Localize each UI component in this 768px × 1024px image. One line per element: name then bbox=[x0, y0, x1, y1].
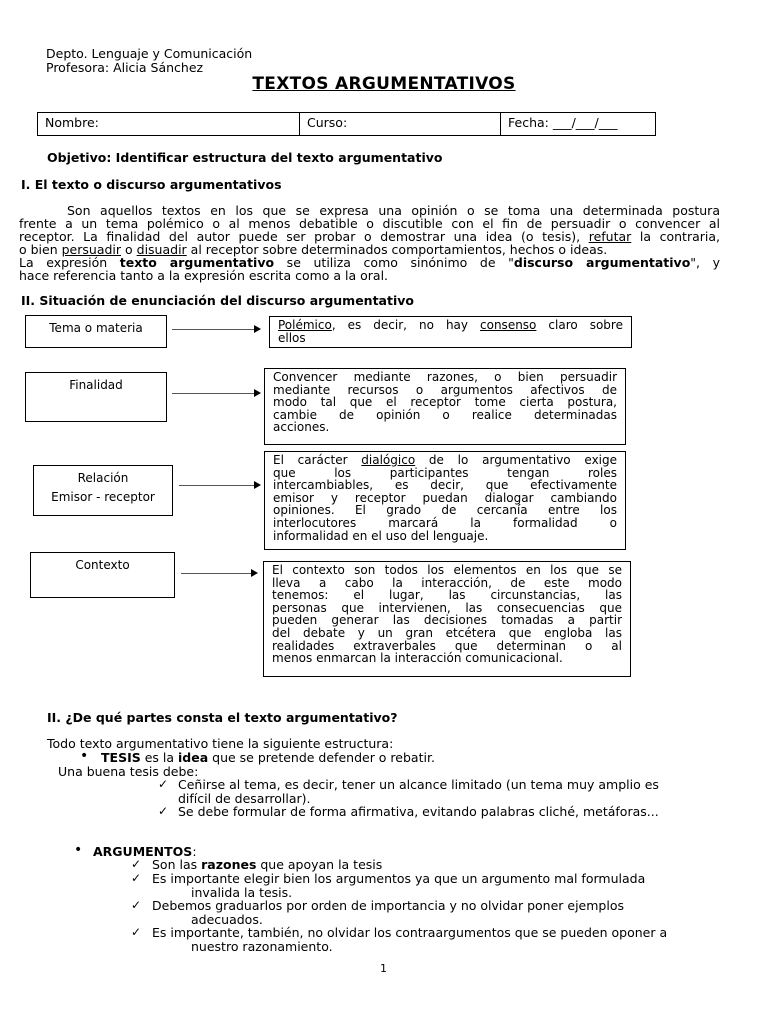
disuadir-term: disuadir bbox=[136, 242, 187, 257]
relacion-line-1 bbox=[273, 454, 617, 467]
arg-check-4-line-2: nuestro razonamiento. bbox=[191, 939, 333, 954]
bullet-icon: • bbox=[74, 842, 83, 858]
contexto-box bbox=[30, 552, 175, 598]
student-info-table bbox=[37, 112, 656, 136]
polemico-term: Polémico bbox=[278, 318, 332, 332]
argumentos-term: ARGUMENTOS bbox=[93, 844, 193, 859]
arg-check-1-c: que apoyan la tesis bbox=[256, 857, 383, 872]
contexto-line: lleva a cabo la interacción, de este modo bbox=[272, 575, 622, 590]
arg-check-1-a: Son las bbox=[152, 857, 202, 872]
argumentos-colon: : bbox=[192, 844, 197, 859]
checkmark-icon: ✓ bbox=[131, 857, 142, 871]
contexto-line: El contexto son todos los elementos en los que se bbox=[272, 563, 622, 577]
p2-text-d: ", y bbox=[690, 255, 721, 270]
arg-check-3-line-2: adecuados. bbox=[191, 912, 263, 927]
page-title: TEXTOS ARGUMENTATIVOS bbox=[252, 74, 516, 94]
checkmark-icon: ✓ bbox=[131, 871, 142, 885]
p1-l4-text-a: o bien bbox=[19, 242, 62, 257]
name-label: Nombre: bbox=[45, 115, 99, 130]
tesis-text-c: que se pretende defender o rebatir. bbox=[208, 750, 435, 765]
contexto-line: menos enmarcan la interacción comunicacional. bbox=[272, 651, 563, 666]
arg-check-2-line-2: invalida la tesis. bbox=[191, 885, 293, 900]
tesis-term: TESIS bbox=[101, 750, 141, 765]
relacion-box bbox=[33, 465, 173, 516]
finalidad-line: modo tal que el receptor tome cierta postura, bbox=[273, 395, 617, 410]
finalidad-description-box bbox=[264, 368, 626, 445]
course-label: Curso: bbox=[307, 115, 348, 130]
relacion-desc-b: de lo argumentativo exige bbox=[415, 453, 618, 467]
p1-l4-text-c: al receptor sobre determinados comportamientos, hechos o ideas. bbox=[186, 242, 608, 257]
tema-desc-a: , es decir, no hay bbox=[331, 318, 481, 332]
arrow-relacion bbox=[179, 485, 259, 486]
tema-desc-b: claro sobre bbox=[536, 318, 623, 332]
finalidad-line: cambie de opinión o realice determinadas bbox=[273, 407, 617, 422]
paragraph-1-line-1: Son aquellos textos en los que se expresa una opinión o se toma una determinada postura bbox=[67, 203, 720, 218]
tesis-check-2: Se debe formular de forma afirmativa, evitando palabras cliché, metáforas... bbox=[178, 804, 659, 819]
p1-l4-text-b: o bbox=[121, 242, 137, 257]
discurso-argumentativo-term: discurso argumentativo bbox=[513, 255, 691, 270]
idea-term: idea bbox=[178, 750, 209, 765]
paragraph-1-line-2: frente a un tema polémico o al menos debatible o discutible con el fin de persuadir o convencer al bbox=[19, 216, 720, 231]
p2-text-c: se utiliza como sinónimo de " bbox=[274, 255, 514, 270]
section-2-heading: II. Situación de enunciación del discurso argumentativo bbox=[21, 293, 414, 308]
arg-check-4-line-1: Es importante, también, no olvidar los contraargumentos que se pueden oponer a bbox=[152, 925, 668, 940]
contexto-line: del debate y un gran etcétera que engloba las bbox=[272, 625, 622, 640]
relacion-description-box bbox=[264, 451, 626, 550]
p1-l3-text-b: la contraria, bbox=[631, 229, 720, 244]
teacher-line: Profesora: Alicia Sánchez bbox=[46, 60, 204, 75]
refutar-term: refutar bbox=[588, 229, 632, 244]
date-label: Fecha: ___/___/___ bbox=[508, 115, 618, 130]
relacion-line: que los participantes tengan roles bbox=[273, 465, 617, 480]
finalidad-line: mediante recursos o argumentos afectivos de bbox=[273, 382, 617, 397]
date-field[interactable] bbox=[501, 113, 655, 135]
contexto-line: tenemos: el lugar, las circunstancias, las bbox=[272, 588, 622, 603]
tema-desc-line-2: ellos bbox=[278, 330, 306, 345]
page-number: 1 bbox=[380, 962, 387, 975]
section-1-heading: I. El texto o discurso argumentativos bbox=[21, 177, 282, 192]
structure-intro: Todo texto argumentativo tiene la siguiente estructura: bbox=[47, 736, 394, 751]
course-field[interactable] bbox=[300, 113, 501, 135]
tema-description-box bbox=[269, 316, 632, 348]
relacion-line: emisor y receptor puedan dialogar cambiando bbox=[273, 490, 617, 505]
paragraph-2-line-2: hace referencia tanto a la expresión escrita como a la oral. bbox=[19, 268, 389, 283]
dialogico-term: dialógico bbox=[361, 453, 416, 467]
name-field[interactable] bbox=[38, 113, 300, 135]
checkmark-icon: ✓ bbox=[131, 898, 142, 912]
arg-check-3-line-1: Debemos graduarlos por orden de importancia y no olvidar poner ejemplos bbox=[152, 898, 624, 913]
arrow-contexto bbox=[181, 573, 256, 574]
relacion-line: interlocutores marcará la formalidad o bbox=[273, 515, 617, 530]
contexto-description-box bbox=[263, 561, 631, 677]
razones-term: razones bbox=[201, 857, 257, 872]
contexto-line: personas que intervienen, las consecuencias que bbox=[272, 600, 622, 615]
texto-argumentativo-term: texto argumentativo bbox=[119, 255, 275, 270]
tesis-subheading: Una buena tesis debe: bbox=[58, 764, 199, 779]
arrow-finalidad bbox=[172, 393, 259, 394]
finalidad-line: Convencer mediante razones, o bien persuadir bbox=[273, 370, 617, 384]
consenso-term: consenso bbox=[480, 318, 537, 332]
checkmark-icon: ✓ bbox=[158, 777, 169, 791]
department-line: Depto. Lenguaje y Comunicación bbox=[46, 46, 253, 61]
tesis-text-a: es la bbox=[140, 750, 178, 765]
contexto-label: Contexto bbox=[75, 558, 130, 572]
relacion-line: intercambiables, es decir, que efectivamente bbox=[273, 478, 617, 493]
p2-text-a: La expresión bbox=[19, 255, 120, 270]
tema-desc-line-1 bbox=[278, 319, 623, 332]
arg-check-2-line-1: Es importante elegir bien los argumentos ya que un argumento mal formulada bbox=[152, 871, 646, 886]
contexto-line: pueden generar las decisiones tomadas a partir bbox=[272, 613, 622, 628]
relacion-desc-a: El carácter bbox=[273, 453, 362, 467]
arrow-tema bbox=[172, 329, 259, 330]
relacion-label: Relación bbox=[77, 471, 129, 485]
objective: Objetivo: Identificar estructura del texto argumentativo bbox=[47, 150, 443, 165]
emisor-receptor-label: Emisor - receptor bbox=[51, 490, 155, 504]
tesis-item bbox=[101, 751, 435, 765]
contexto-line: realidades extraverbales que determinan o al bbox=[272, 638, 622, 653]
finalidad-line: acciones. bbox=[273, 420, 330, 435]
finalidad-label: Finalidad bbox=[69, 378, 123, 392]
tesis-check-1-line-1: Ceñirse al tema, es decir, tener un alcance limitado (un tema muy amplio es bbox=[178, 777, 659, 792]
relacion-line: opiniones. El grado de cercanía entre los bbox=[273, 503, 617, 518]
bullet-icon: • bbox=[80, 748, 89, 764]
finalidad-box bbox=[25, 372, 167, 422]
checkmark-icon: ✓ bbox=[158, 804, 169, 818]
section-3-heading: II. ¿De qué partes consta el texto argumentativo? bbox=[47, 710, 398, 725]
p1-l3-text-a: receptor. La finalidad del autor puede ser probar o demostrar una idea (o tesis), bbox=[19, 229, 589, 244]
tema-label: Tema o materia bbox=[49, 321, 143, 335]
checkmark-icon: ✓ bbox=[131, 925, 142, 939]
arg-check-1 bbox=[152, 858, 382, 872]
tema-box bbox=[25, 315, 167, 348]
persuadir-term: persuadir bbox=[61, 242, 122, 257]
relacion-line: informalidad en el uso del lenguaje. bbox=[273, 528, 489, 543]
tesis-check-1-line-2: difícil de desarrollar). bbox=[178, 791, 311, 806]
